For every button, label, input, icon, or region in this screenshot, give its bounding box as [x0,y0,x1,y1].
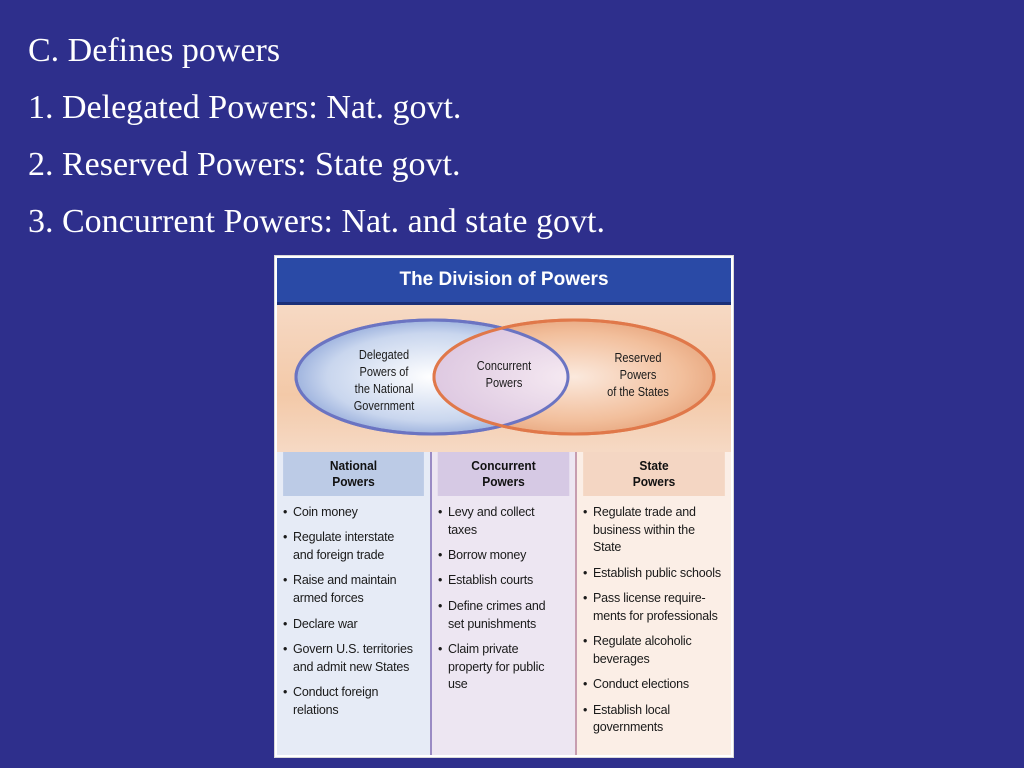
power-item-line: taxes [448,522,477,537]
power-item-line: armed forces [293,591,364,606]
figure-title: The Division of Powers [277,258,731,302]
power-list-item [583,676,731,694]
concurrent-powers-column [432,452,577,755]
venn-reserved-label [590,350,687,401]
power-list-item [583,504,731,557]
division-of-powers-figure [274,255,734,758]
venn-diagram [277,305,731,455]
national-powers-column [277,452,432,755]
power-item-line: • Regulate interstate [293,530,395,545]
national-powers-heading [283,452,424,496]
state-powers-heading [583,452,725,496]
power-item-line: • Establish local [593,702,670,717]
venn-national-line: the National [354,382,414,396]
power-list-item [438,641,575,694]
power-item-line: • Define crimes and [448,598,546,613]
power-list-item [438,572,575,590]
heading-line: Powers [332,474,375,489]
power-list-item [438,547,575,565]
power-item-line: governments [593,720,664,735]
venn-reserved-line: Powers [619,368,657,382]
power-item-line: and foreign trade [293,548,385,563]
state-powers-column [577,452,731,755]
state-powers-list [577,496,731,737]
bullet-delegated-powers: 1. Delegated Powers: Nat. govt. [28,89,462,126]
power-list-item [283,641,430,676]
power-list-item [283,616,430,634]
power-item-line: and admit new States [293,659,410,674]
power-item-line: property for public [448,659,545,674]
power-item-line: set punishments [448,616,537,631]
power-list-item [438,598,575,633]
venn-concurrent-label [456,358,553,392]
venn-national-line: Government [353,399,415,413]
heading-line: State [639,458,669,473]
power-item-line: • Regulate alcoholic [593,634,692,649]
power-item-line: • Coin money [293,505,358,519]
power-item-line: • Levy and collect [448,505,535,519]
power-item-line: • Govern U.S. territories [293,641,413,656]
venn-reserved-line: Reserved [614,351,662,365]
power-item-line: • Claim private [448,641,519,656]
power-item-line: • Raise and maintain [293,573,397,588]
venn-concurrent-line: Concurrent [476,359,532,373]
bullet-concurrent-powers: 3. Concurrent Powers: Nat. and state govt. [28,203,605,240]
power-list-item [583,590,731,625]
venn-concurrent-line: Powers [485,376,523,390]
heading-line: National [329,458,378,473]
power-item-line: • Declare war [293,616,358,631]
power-item-line: beverages [593,651,650,666]
power-item-line: State [593,540,622,555]
power-item-line: ments for professionals [593,608,718,623]
power-list-item [283,572,430,607]
power-item-line: relations [293,702,339,717]
concurrent-powers-list [432,496,575,694]
power-list-item [583,565,731,583]
power-list-item [438,504,575,539]
power-item-line: • Pass license require- [593,591,706,606]
slide-bullet-list [28,22,605,250]
heading-line: Powers [482,474,525,489]
powers-columns [277,452,731,755]
power-list-item [283,529,430,564]
venn-reserved-line: of the States [607,385,669,399]
bullet-defines-powers: C. Defines powers [28,32,281,69]
power-item-line: • Establish courts [448,573,534,588]
power-list-item [283,504,430,522]
heading-line: Powers [632,474,676,489]
power-item-line: • Conduct elections [593,677,689,692]
power-list-item [583,702,731,737]
venn-national-label [336,347,433,415]
venn-national-line: Delegated [358,348,410,362]
power-list-item [283,684,430,719]
venn-national-line: Powers of [359,365,409,379]
power-item-line: • Regulate trade and [593,505,696,519]
power-item-line: business within the [593,522,695,537]
power-item-line: • Borrow money [448,548,527,563]
power-item-line: use [448,677,468,692]
national-powers-list [277,496,430,719]
power-item-line: • Establish public schools [593,565,721,580]
heading-line: Concurrent [471,458,536,473]
power-item-line: • Conduct foreign [293,685,379,700]
power-list-item [583,633,731,668]
concurrent-powers-heading [438,452,570,496]
bullet-reserved-powers: 2. Reserved Powers: State govt. [28,146,461,183]
